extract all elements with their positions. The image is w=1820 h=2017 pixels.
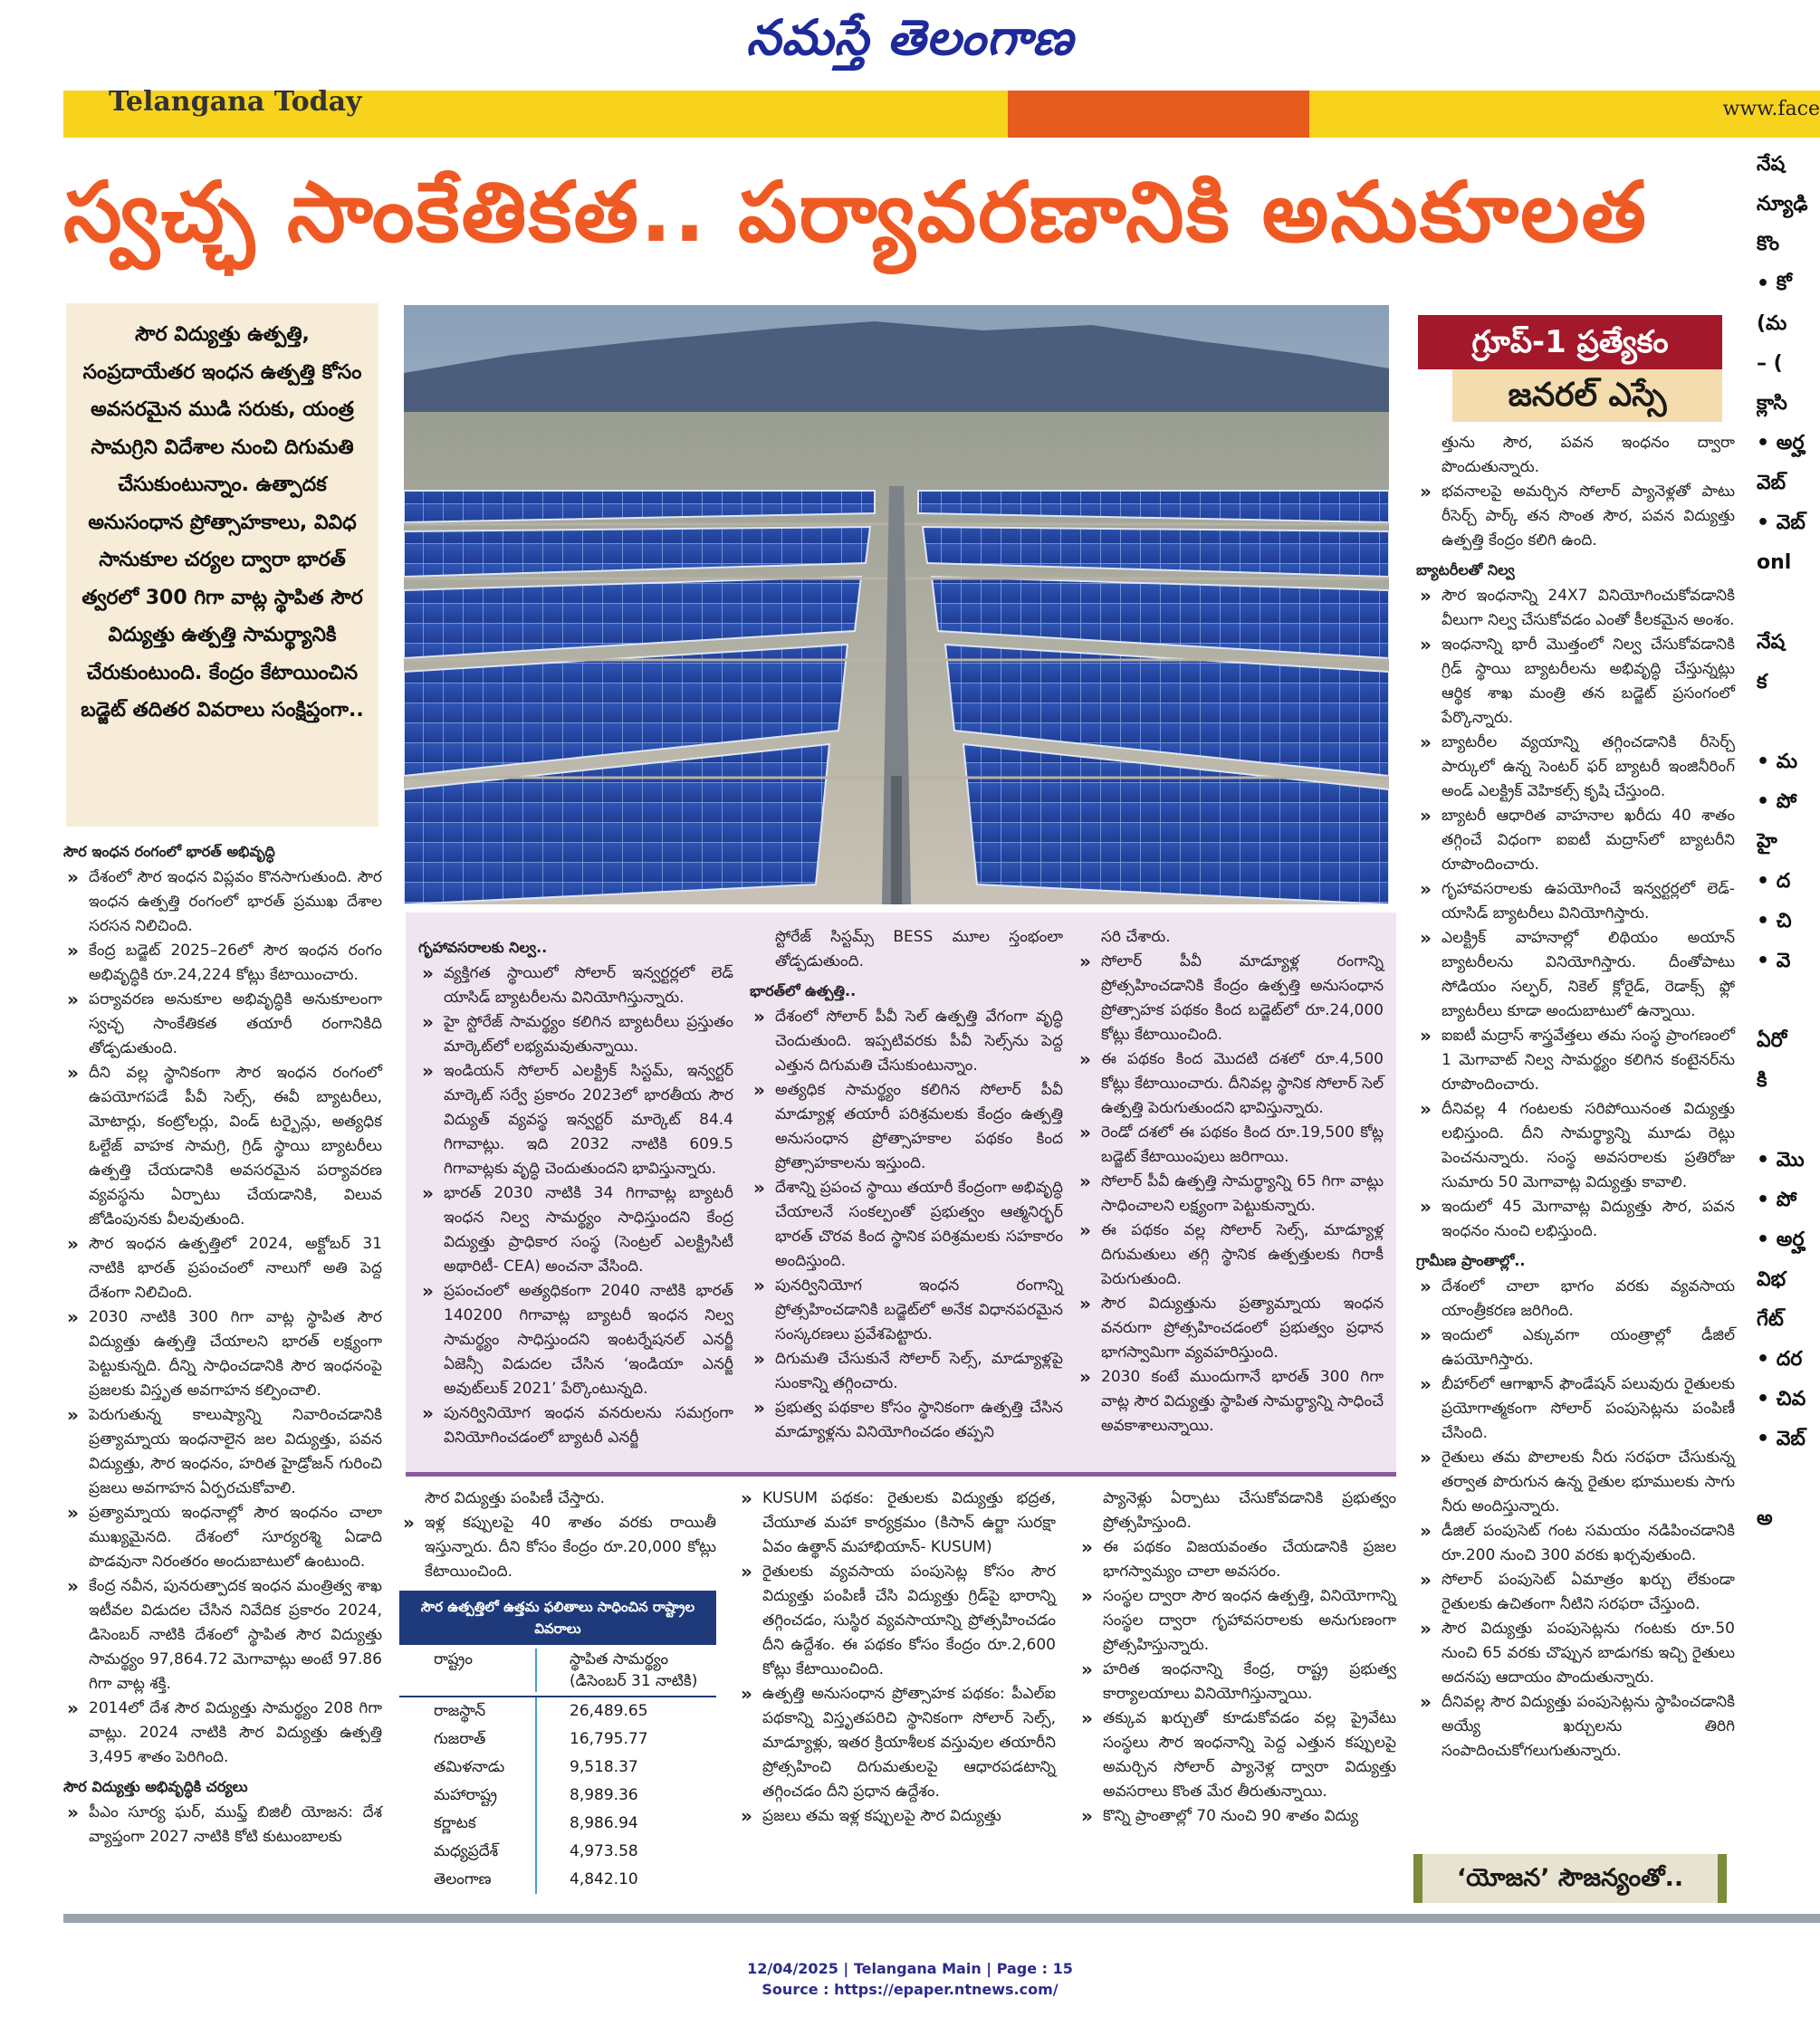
cell-capacity: 4,842.10 bbox=[535, 1866, 716, 1894]
strip-fragment: వెబ్ bbox=[1757, 472, 1786, 494]
list-item: » సౌర ఇంధనాన్ని 24X7 వినియోగించుకోవడానికి వీలుగా నిల్వ చేసుకోవడం ఎంతో కీలకమైన అంశం. bbox=[1416, 584, 1735, 633]
list-item: » రైతులు తమ పొలాలకు నీరు సరఫరా చేసుకున్న తర్వాత పొరుగున ఉన్న రైతుల భూములకు సాగు నీరు అందిస్తున్నారు. bbox=[1416, 1446, 1735, 1519]
list-item: » డీజిల్‌ పంపుసెట్‌ గంట సమయం నడిపించడానికి రూ.200 నుంచి 300 వరకు ఖర్చవుతుంది. bbox=[1416, 1519, 1735, 1568]
masthead bbox=[0, 0, 1820, 86]
list-item: » కేంద్ర నవీన, పునరుత్పాదక ఇంధన మంత్రిత్వ శాఖ ఇటీవల విడుదల చేసిన నివేదిక ప్రకారం 2024, డిసెంబర్‌ నాటికి దేశంలో స్థాపిత సౌర విద్యుత్తు సామర్థ్యం 97,864.72 మెగావాట్లు అంటే 97.86 గిగా వాట్ల శక్తి. bbox=[63, 1574, 382, 1697]
section-label: గృహావసరాలకు నిల్వ.. bbox=[418, 939, 548, 956]
list-item: » 2030 నాటికి 300 గిగా వాట్ల స్థాపిత సౌర విద్యుత్తు ఉత్పత్తి చేయాలని భారత్‌ లక్ష్యంగా పెట్టుకున్నది. దీన్ని సాధించడానికి సౌర ఇంధనంపై ప్రజలకు విస్తృత అవగాహన కల్పించాలి. bbox=[63, 1305, 382, 1403]
list-item: » దేశంలో చాలా భాగం వరకు వ్యవసాయ యాంత్రీకరణ జరిగింది. bbox=[1416, 1275, 1735, 1324]
list-item: » పెరుగుతున్న కాలుష్యాన్ని నివారించడానికి ప్రత్యామ్నాయ ఇంధనాలైన జల విద్యుత్తు, పవన విద్యుత్తు, సౌర ఇంధనం, హరిత హైడ్రోజన్‌ గురించి ప్రజలు అవగాహన ఏర్పరచుకోవాలి. bbox=[63, 1403, 382, 1501]
list-item: » పీఎం సూర్య ఘర్‌, ముఫ్త్‌ బిజిలీ యోజన: దేశ వ్యాప్తంగా 2027 నాటికి కోటి కుటుంబాలకు bbox=[63, 1801, 382, 1850]
header-state: రాష్ట్రం bbox=[434, 1650, 474, 1668]
masthead-logo: నమస్తే తెలంగాణ bbox=[746, 7, 1074, 66]
list-item: » దిగుమతి చేసుకునే సోలార్‌ సెల్స్‌, మాడ్యూళ్లపై సుంకాన్ని తగ్గించారు. bbox=[750, 1347, 1063, 1396]
list-item: » దీనివల్ల సౌర విద్యుత్తు పంపుసెట్లను స్థాపించడానికి అయ్యే ఖర్చులను తిరిగి సంపాదించుకోగలుగుతున్నారు. bbox=[1416, 1690, 1735, 1764]
table-row bbox=[399, 1697, 716, 1725]
table-row bbox=[399, 1754, 716, 1782]
strip-fragment: క bbox=[1757, 671, 1767, 693]
list-item: » భారత్‌ 2030 నాటికి 34 గిగావాట్ల బ్యాటరీ ఇంధన నిల్వ సామర్థ్యం సాధిస్తుందని కేంద్ర విద్యుత్తు ప్రాధికార సంస్థ (సెంట్రల్‌ ఎలక్ట్రిసిటీ అథారిటీ- CEA) అంచనా వేసింది. bbox=[418, 1181, 733, 1279]
table-title: సౌర ఉత్పత్తిలో ఉత్తమ ఫలితాలు సాధించిన రాష్ట్రాల వివరాలు bbox=[399, 1591, 716, 1645]
solar-panels-photo bbox=[404, 305, 1389, 904]
strip-fragment: హై bbox=[1757, 830, 1777, 853]
continued-text: సరి చేశారు. bbox=[1101, 928, 1171, 946]
table-row bbox=[399, 1725, 716, 1754]
strip-fragment: • అర్హ bbox=[1757, 432, 1805, 454]
strip-fragment bbox=[1757, 1101, 1820, 1141]
lower-column-3 bbox=[1078, 1486, 1396, 1829]
list-item: » హరిత ఇంధనాన్ని కేంద్ర, రాష్ట్ర ప్రభుత్వ కార్యాలయాలు వినియోగిస్తున్నాయి. bbox=[1078, 1658, 1396, 1706]
box-column-2 bbox=[750, 925, 1063, 1445]
group1-badge: గ్రూప్‌-1 ప్రత్యేకం bbox=[1418, 315, 1722, 369]
strip-fragment: న్యూఢి bbox=[1757, 193, 1808, 215]
list-item: » పునర్వినియోగ ఇంధన రంగాన్ని ప్రోత్సహించడానికి బడ్జెట్‌లో అనేక విధానపరమైన సంస్కరణలు ప్రవేశపెట్టారు. bbox=[750, 1274, 1063, 1347]
list-item: » బీహార్‌లో ఆగాఖాన్‌ ఫౌండేషన్‌ పలువురు రైతులకు ప్రయోగాత్మకంగా సోలార్‌ పంపుసెట్లను పంపిణీ చేసింది. bbox=[1416, 1372, 1735, 1446]
strip-fragment: • చివ bbox=[1757, 1388, 1806, 1410]
highlight-box bbox=[406, 913, 1396, 1477]
list-item: » సౌర ఇంధన ఉత్పత్తిలో 2024, అక్టోబర్‌ 31 నాటికి భారత్‌ ప్రపంచంలో నాలుగో అతి పెద్ద దేశంగా నిలిచింది. bbox=[63, 1232, 382, 1305]
list-item: » సౌర విద్యుత్తు పంపుసెట్లను గంటకు రూ.50 నుంచి 65 వరకు చొప్పున బాడుగకు ఇచ్చి రైతులు అదనపు ఆదాయం పొందుతున్నారు. bbox=[1416, 1617, 1735, 1690]
section-label: గ్రామీణ ప్రాంతాల్లో.. bbox=[1416, 1252, 1526, 1269]
list-item: » ప్రత్యామ్నాయ ఇంధనాల్లో సౌర ఇంధనం చాలా ముఖ్యమైనది. దేశంలో సూర్యరశ్మి ఏడాది పొడవునా నిరంతరం అందుబాటులో ఉంటుంది. bbox=[63, 1501, 382, 1574]
list-item: » బ్యాటరీ ఆధారిత వాహనాల ఖరీదు 40 శాతం తగ్గించే విధంగా ఐఐటీ మద్రాస్‌లో బ్యాటరీని రూపొందించారు. bbox=[1416, 804, 1735, 877]
cell-state: తమిళనాడు bbox=[434, 1758, 505, 1776]
list-item: » దీనివల్ల 4 గంటలకు సరిపోయినంత విద్యుత్తు లభిస్తుంది. దీని సామర్థ్యాన్ని మూడు రెట్లు పెంచనున్నారు. సంస్థ అవసరాలకు ప్రతిరోజు సుమారు 50 మెగావాట్ల విద్యుత్తు కావాలి. bbox=[1416, 1097, 1735, 1195]
box-column-3 bbox=[1076, 925, 1384, 1439]
cell-capacity: 4,973.58 bbox=[535, 1838, 716, 1866]
bottom-rule bbox=[63, 1914, 1820, 1923]
continued-text: త్తును సౌర, పవన ఇంధనం ద్వారా పొందుతున్నారు. bbox=[1442, 434, 1735, 476]
lower-column-1 bbox=[399, 1486, 716, 1584]
strip-fragment: – ( bbox=[1757, 352, 1783, 375]
strip-fragment: • పో bbox=[1757, 1189, 1797, 1211]
list-item: » దేశంలో సోలార్‌ పీవీ సెల్‌ ఉత్పత్తి వేగంగా వృద్ధి చెందుతుంది. ఇప్పటివరకు పీవీ సెల్స్‌ను పెద్ద ఎత్తున దిగుమతి చేసుకుంటున్నాం. bbox=[750, 1005, 1063, 1078]
adjacent-article-strip bbox=[1757, 145, 1820, 1910]
strip-fragment: నేష bbox=[1757, 631, 1786, 654]
footer-source-link[interactable]: Source : https://epaper.ntnews.com/ bbox=[762, 1981, 1058, 1998]
list-item: » కొన్ని ప్రాంతాల్లో 70 నుంచి 90 శాతం విద్యు bbox=[1078, 1804, 1396, 1829]
section-label: బ్యాటరీలతో నిల్వ bbox=[1416, 561, 1515, 578]
right-column bbox=[1416, 431, 1735, 1764]
list-item: » రైతులకు వ్యవసాయ పంపుసెట్ల కోసం సౌర విద్యుత్తు పంపిణీ చేసి విద్యుత్తు గ్రిడ్‌పై భారాన్ని తగ్గించడం, సుస్థిర వ్యవసాయాన్ని ప్రోత్సహించడం దీని ఉద్దేశం. ఈ పథకం కోసం కేంద్రం రూ.2,600 కోట్లు కేటాయించింది. bbox=[737, 1560, 1056, 1682]
states-table bbox=[399, 1591, 716, 1894]
list-item: » KUSUM పథకం: రైతులకు విద్యుత్తు భద్రత, చేయూత మహా కార్యక్రమం (కిసాన్‌ ఉర్జా సురక్షా ఏవం ఉత్థాన్‌ మహాభియాన్‌- KUSUM) bbox=[737, 1486, 1056, 1560]
table-row bbox=[399, 1838, 716, 1866]
cell-state: మహారాష్ట్ర bbox=[434, 1786, 497, 1804]
cell-state: రాజస్థాన్‌ bbox=[434, 1702, 486, 1720]
strip-fragment: అ bbox=[1757, 1507, 1773, 1530]
essay-badge: జనరల్‌ ఎస్సే bbox=[1452, 369, 1722, 422]
list-item: » దేశాన్ని ప్రపంచ స్థాయి తయారీ కేంద్రంగా అభివృద్ధి చేయాలనే సంకల్పంతో ప్రభుత్వం ఆత్మనిర్భర్‌ భారత్‌ చొరవ కింద స్థానిక పరిశ్రమలకు సహకారం అందిస్తుంది. bbox=[750, 1176, 1063, 1274]
strip-fragment: విభ bbox=[1757, 1268, 1786, 1291]
strip-fragment: onl bbox=[1757, 551, 1792, 574]
website-link: www.face bbox=[1722, 98, 1820, 120]
list-item: » పర్యావరణ అనుకూల అభివృద్ధికి అనుకూలంగా స్వచ్ఛ సాంకేతికత తయారీ రంగానికిది తోడ్పడుతుంది. bbox=[63, 988, 382, 1061]
intro-box: సౌర విద్యుత్తు ఉత్పత్తి, సంప్రదాయేతర ఇంధన ఉత్పత్తి కోసం అవసరమైన ముడి సరుకు, యంత్ర సామగ్రిని విదేశాల నుంచి దిగుమతి చేసుకుంటున్నాం. ఉత్పాదక అనుసంధాన ప్రోత్సాహకాలు, వివిధ సానుకూల చర్యల ద్వారా భారత్‌ త్వరలో 300 గిగా వాట్ల స్థాపిత సౌర విద్యుత్తు ఉత్పత్తి సామర్థ్యానికి చేరుకుంటుంది. కేంద్రం కేటాయించిన బడ్జెట్‌ తదితర వివరాలు సంక్షిప్తంగా.. bbox=[66, 303, 378, 827]
telangana-today-logo: Telangana Today bbox=[109, 86, 362, 118]
list-item: » ఇంధనాన్ని భారీ మొత్తంలో నిల్వ చేసుకోవడానికి గ్రిడ్‌ స్థాయి బ్యాటరీలను అభివృద్ధి చేస్తున్నట్లు ఆర్థిక శాఖ మంత్రి తన బడ్జెట్‌ ప్రసంగంలో పేర్కొన్నారు. bbox=[1416, 633, 1735, 731]
list-item: » సంస్థల ద్వారా సౌర ఇంధన ఉత్పత్తి, వినియోగాన్ని సంస్థల ద్వారా గృహావసరాలకు అనుగుణంగా ప్రోత్సహిస్తున్నారు. bbox=[1078, 1584, 1396, 1658]
strip-fragment: • ద bbox=[1757, 870, 1791, 893]
footer-date-line: 12/04/2025 | Telangana Main | Page : 15 bbox=[747, 1960, 1073, 1977]
list-item: » ప్రపంచంలో అత్యధికంగా 2040 నాటికి భారత్‌ 140200 గిగావాట్ల బ్యాటరీ ఇంధన నిల్వ సామర్థ్యం సాధిస్తుందని ఇంటర్నేషనల్‌ ఎనర్జీ ఏజెన్సీ విడుదల చేసిన ‘ఇండియా ఎనర్జీ అవుట్‌లుక్‌ 2021’ పేర్కొంటున్నది. bbox=[418, 1279, 733, 1401]
strip-fragment: (మ bbox=[1757, 312, 1787, 335]
list-item: » దీని వల్ల స్థానికంగా సౌర ఇంధన రంగంలో ఉపయోగపడే పీవీ సెల్స్‌, ఈవీ బ్యాటరీలు, మోటార్లు, కంట్రోలర్లు, విండ్‌ టర్బైన్లు, అత్యధిక ఓల్టేజ్‌ వాహక సామగ్రి, గ్రిడ్‌ స్థాయి బ్యాటరీలు ఉత్పత్తి చేయడానికి అవసరమైన పర్యావరణ వ్యవస్థను ఏర్పాటు చేయడానికి, విలువ జోడింపునకు వీలవుతుంది. bbox=[63, 1061, 382, 1232]
list-item: » ఈ పథకం విజయవంతం చేయడానికి ప్రజల భాగస్వామ్యం చాలా అవసరం. bbox=[1078, 1535, 1396, 1584]
cell-capacity: 26,489.65 bbox=[535, 1697, 716, 1725]
strip-fragment: • వెబ్ bbox=[1757, 1428, 1806, 1450]
list-item: » ఇందులో ఎక్కువగా యంత్రాల్లో డీజిల్‌ ఉపయోగిస్తారు. bbox=[1416, 1324, 1735, 1372]
strip-fragment: • చి bbox=[1757, 910, 1792, 932]
section-label: భారత్‌లో ఉత్పత్తి.. bbox=[750, 982, 857, 999]
strip-fragment: • పో bbox=[1757, 790, 1797, 813]
cell-capacity: 8,989.36 bbox=[535, 1782, 716, 1810]
cell-capacity: 9,518.37 bbox=[535, 1754, 716, 1782]
list-item: » వ్యక్తిగత స్థాయిలో సోలార్‌ ఇన్వర్టర్లలో లెడ్‌ యాసిడ్‌ బ్యాటరీలను వినియోగిస్తున్నారు. bbox=[418, 961, 733, 1010]
strip-fragment: • దర bbox=[1757, 1348, 1803, 1371]
cell-state: తెలంగాణ bbox=[434, 1870, 492, 1888]
list-item: » ఎలక్ట్రిక్‌ వాహనాల్లో లిథియం అయాన్‌ బ్యాటరీలను వినియోగిస్తారు. దీంతోపాటు సోడియం సల్ఫర్‌, నికెల్‌ క్లోరైడ్‌, రెడాక్స్‌ ఫ్లో బ్యాటరీలు కూడా అందుబాటులో ఉన్నాయి. bbox=[1416, 926, 1735, 1024]
list-item: » తక్కువ ఖర్చుతో కూడుకోవడం వల్ల ప్రైవేటు సంస్థలు సౌర ఇంధనాన్ని పెద్ద ఎత్తున కప్పులపై అమర్చిన సోలార్‌ ప్యానెళ్ల ద్వారా విద్యుత్తు అవసరాలు కొంత మేర తీరుతున్నాయి. bbox=[1078, 1706, 1396, 1804]
section-banner bbox=[1008, 91, 1309, 138]
credit-box: ‘యోజన’ సౌజన్యంతో.. bbox=[1413, 1854, 1727, 1903]
table-row bbox=[399, 1866, 716, 1894]
table-row bbox=[399, 1782, 716, 1810]
box-column-1 bbox=[418, 931, 733, 1450]
list-item: » 2030 కంటే ముందుగానే భారత్‌ 300 గిగా వాట్ల సౌర విద్యుత్తు స్థాపిత సామర్థ్యాన్ని సాధించే అవకాశాలున్నాయి. bbox=[1076, 1365, 1384, 1439]
list-item: » భవనాలపై అమర్చిన సోలార్‌ ప్యానెళ్లతో పాటు రీసెర్చ్‌ పార్క్‌ తన సొంత సౌర, పవన విద్యుత్తు ఉత్పత్తి కేంద్రం కలిగి ఉంది. bbox=[1416, 480, 1735, 553]
list-item: » ప్రజలు తమ ఇళ్ల కప్పులపై సౌర విద్యుత్తు bbox=[737, 1804, 1056, 1829]
continued-text: స్టోరేజ్‌ సిస్టమ్స్‌ BESS మూల స్తంభంలా తోడ్పడుతుంది. bbox=[775, 928, 1063, 970]
list-item: » ఐఐటీ మద్రాస్‌ శాస్త్రవేత్తలు తమ సంస్థ ప్రాంగణంలో 1 మెగావాట్‌ నిల్వ సామర్థ్యం కలిగిన కంటైనర్‌ను రూపొందించారు. bbox=[1416, 1024, 1735, 1097]
list-item: » పునర్వినియోగ ఇంధన వనరులను సమగ్రంగా వినియోగించడంలో బ్యాటరీ ఎనర్జీ bbox=[418, 1401, 733, 1450]
strip-fragment: • మ bbox=[1757, 750, 1797, 773]
table-header bbox=[399, 1645, 716, 1697]
cell-capacity: 16,795.77 bbox=[535, 1725, 716, 1754]
strip-fragment: క్లాసి bbox=[1757, 392, 1787, 415]
strip-fragment: • మొ bbox=[1757, 1149, 1805, 1171]
header-capacity: స్థాపిత సామర్థ్యం (డిసెంబర్‌ 31 నాటికి) bbox=[535, 1649, 716, 1692]
strip-fragment: నేష bbox=[1757, 153, 1786, 176]
list-item: » 2014లో దేశ సౌర విద్యుత్తు సామర్థ్యం 208 గిగా వాట్లు. 2024 నాటికి సౌర విద్యుత్తు ఉత్పత్తి 3,495 శాతం పెరిగింది. bbox=[63, 1697, 382, 1770]
list-item: » గృహావసరాలకు ఉపయోగించే ఇన్వర్టర్లలో లెడ్‌-యాసిడ్‌ బ్యాటరీలు వినియోగిస్తారు. bbox=[1416, 877, 1735, 926]
strip-fragment: • అర్హ bbox=[1757, 1228, 1805, 1251]
list-item: » అత్యధిక సామర్థ్యం కలిగిన సోలార్‌ పీవీ మాడ్యూళ్ల తయారీ పరిశ్రమలకు కేంద్రం ఉత్పత్తి అనుసంధాన ప్రోత్సాహకాల పథకం కింద ప్రోత్సాహకాలను ఇస్తుంది. bbox=[750, 1078, 1063, 1176]
cell-state: కర్ణాటక bbox=[434, 1814, 476, 1832]
continued-text: సౌర విద్యుత్తు పంపిణీ చేస్తారు. bbox=[425, 1489, 605, 1507]
strip-fragment bbox=[1757, 583, 1820, 623]
list-item: » ఈ పథకం వల్ల సోలార్‌ సెల్స్‌, మాడ్యూళ్ల దిగుమతులు తగ్గి స్థానిక ఉత్పత్తులకు గిరాకీ పెరుగుతుంది. bbox=[1076, 1219, 1384, 1292]
top-band bbox=[63, 86, 1820, 138]
list-item: » హై స్టోరేజ్‌ సామర్థ్యం కలిగిన బ్యాటరీలు ప్రస్తుతం మార్కెట్‌లో లభ్యమవుతున్నాయి. bbox=[418, 1010, 733, 1059]
continued-text: ప్యానెళ్లు ఏర్పాటు చేసుకోవడానికి ప్రభుత్వం ప్రోత్సహిస్తుంది. bbox=[1103, 1489, 1396, 1532]
section-label: సౌర ఇంధన రంగంలో భారత్‌ అభివృద్ధి bbox=[63, 843, 275, 860]
list-item: » ప్రభుత్వ పథకాల కోసం స్థానికంగా ఉత్పత్తి చేసిన మాడ్యూళ్లను వినియోగించడం తప్పని bbox=[750, 1396, 1063, 1445]
strip-fragment: • కో bbox=[1757, 272, 1792, 295]
headline: స్వచ్ఛ సాంకేతికత.. పర్యావరణానికి అనుకూలత bbox=[63, 164, 1648, 261]
cell-state: మధ్యప్రదేశ్‌ bbox=[434, 1842, 499, 1860]
strip-fragment bbox=[1757, 1459, 1820, 1499]
list-item: » దేశంలో సౌర ఇంధన విప్లవం కొనసాగుతుంది. సౌర ఇంధన ఉత్పత్తి రంగంలో భారత్‌ ప్రముఖ దేశాల సరసన నిలిచింది. bbox=[63, 865, 382, 939]
list-item: » బ్యాటరీల వ్యయాన్ని తగ్గించడానికి రీసెర్చ్‌ పార్కులో ఉన్న సెంటర్‌ ఫర్‌ బ్యాటరీ ఇంజినీరింగ్‌ అండ్‌ ఎలక్ట్రిక్‌ వెహికల్స్‌ కృషి చేస్తుంది. bbox=[1416, 731, 1735, 804]
cell-state: గుజరాత్‌ bbox=[434, 1730, 486, 1748]
strip-fragment bbox=[1757, 703, 1820, 742]
strip-fragment: కొం bbox=[1757, 233, 1780, 255]
list-item: » ఇందులో 45 మెగావాట్ల విద్యుత్తు సౌర, పవన ఇంధనం నుంచి లభిస్తుంది. bbox=[1416, 1195, 1735, 1244]
strip-fragment: • వె bbox=[1757, 950, 1791, 972]
lower-column-2 bbox=[737, 1486, 1056, 1829]
list-item: » ఇళ్ల కప్పులపై 40 శాతం వరకు రాయితీ ఇస్తున్నారు. దీని కోసం కేంద్రం రూ.20,000 కోట్లు కేటాయించింది. bbox=[399, 1511, 716, 1584]
strip-fragment: కి bbox=[1757, 1069, 1767, 1092]
list-item: » రెండో దశలో ఈ పథకం కింద రూ.19,500 కోట్ల బడ్జెట్‌ కేటాయింపులు జరిగాయి. bbox=[1076, 1121, 1384, 1170]
table-row bbox=[399, 1810, 716, 1838]
list-item: » సోలార్‌ పీవీ మాడ్యూళ్ల రంగాన్ని ప్రోత్సహించడానికి కేంద్రం ఉత్పత్తి అనుసంధాన ప్రోత్సాహక పథకం కింద బడ్జెట్‌లో రూ.24,000 కోట్లు కేటాయించింది. bbox=[1076, 950, 1384, 1047]
list-item: » ఈ పథకం కింద మొదటి దశలో రూ.4,500 కోట్లు కేటాయించారు. దీనివల్ల స్థానిక సోలార్‌ సెల్‌ ఉత్పత్తి పెరుగుతుందని భావిస్తున్నారు. bbox=[1076, 1047, 1384, 1121]
strip-fragment: గేట్ bbox=[1757, 1308, 1784, 1331]
footer bbox=[0, 1958, 1820, 2000]
section-label: సౌర విద్యుత్తు అభివృద్ధికి చర్యలు bbox=[63, 1778, 248, 1795]
cell-capacity: 8,986.94 bbox=[535, 1810, 716, 1838]
list-item: » సౌర విద్యుత్తును ప్రత్యామ్నాయ ఇంధన వనరుగా ప్రోత్సహించడంలో ప్రభుత్వం ప్రధాన భాగస్వామిగా వ్యవహరిస్తుంది. bbox=[1076, 1292, 1384, 1365]
strip-fragment: ఏరో bbox=[1757, 1029, 1787, 1052]
left-column bbox=[63, 835, 382, 1850]
list-item: » ఇండియన్‌ సోలార్‌ ఎలక్ట్రిక్‌ సిస్టమ్‌, ఇన్వర్టర్‌ మార్కెట్‌ సర్వే ప్రకారం 2023లో భారతీయ సౌర విద్యుత్‌ వ్యవస్థ ఇన్వర్టర్‌ మార్కెట్‌ 84.4 గిగావాట్లు. ఇది 2032 నాటికి 609.5 గిగావాట్లకు వృద్ధి చెందుతుందని భావిస్తున్నారు. bbox=[418, 1059, 733, 1181]
list-item: » ఉత్పత్తి అనుసంధాన ప్రోత్సాహక పథకం: పీఎల్‌ఐ పథకాన్ని విస్తృతపరిచి స్థానికంగా సోలార్‌ సెల్స్‌, మాడ్యూళ్లు, ఇతర క్రియాశీలక వస్తువుల తయారీని ప్రోత్సహించి దిగుమతులపై ఆధారపడటాన్ని తగ్గించడం దీని ప్రధాన ఉద్దేశం. bbox=[737, 1682, 1056, 1804]
strip-fragment: • వెబ్ bbox=[1757, 511, 1806, 534]
list-item: » సోలార్‌ పంపుసెట్‌ ఏమాత్రం ఖర్చు లేకుండా రైతులకు ఉచితంగా నీటిని సరఫరా చేస్తుంది. bbox=[1416, 1568, 1735, 1617]
list-item: » కేంద్ర బడ్జెట్‌ 2025–26లో సౌర ఇంధన రంగం అభివృద్ధికి రూ.24,224 కోట్లు కేటాయించారు. bbox=[63, 939, 382, 988]
strip-fragment bbox=[1757, 981, 1820, 1021]
list-item: » సోలార్‌ పీవీ ఉత్పత్తి సామర్థ్యాన్ని 65 గిగా వాట్లు సాధించాలని లక్ష్యంగా పెట్టుకున్నారు. bbox=[1076, 1170, 1384, 1219]
